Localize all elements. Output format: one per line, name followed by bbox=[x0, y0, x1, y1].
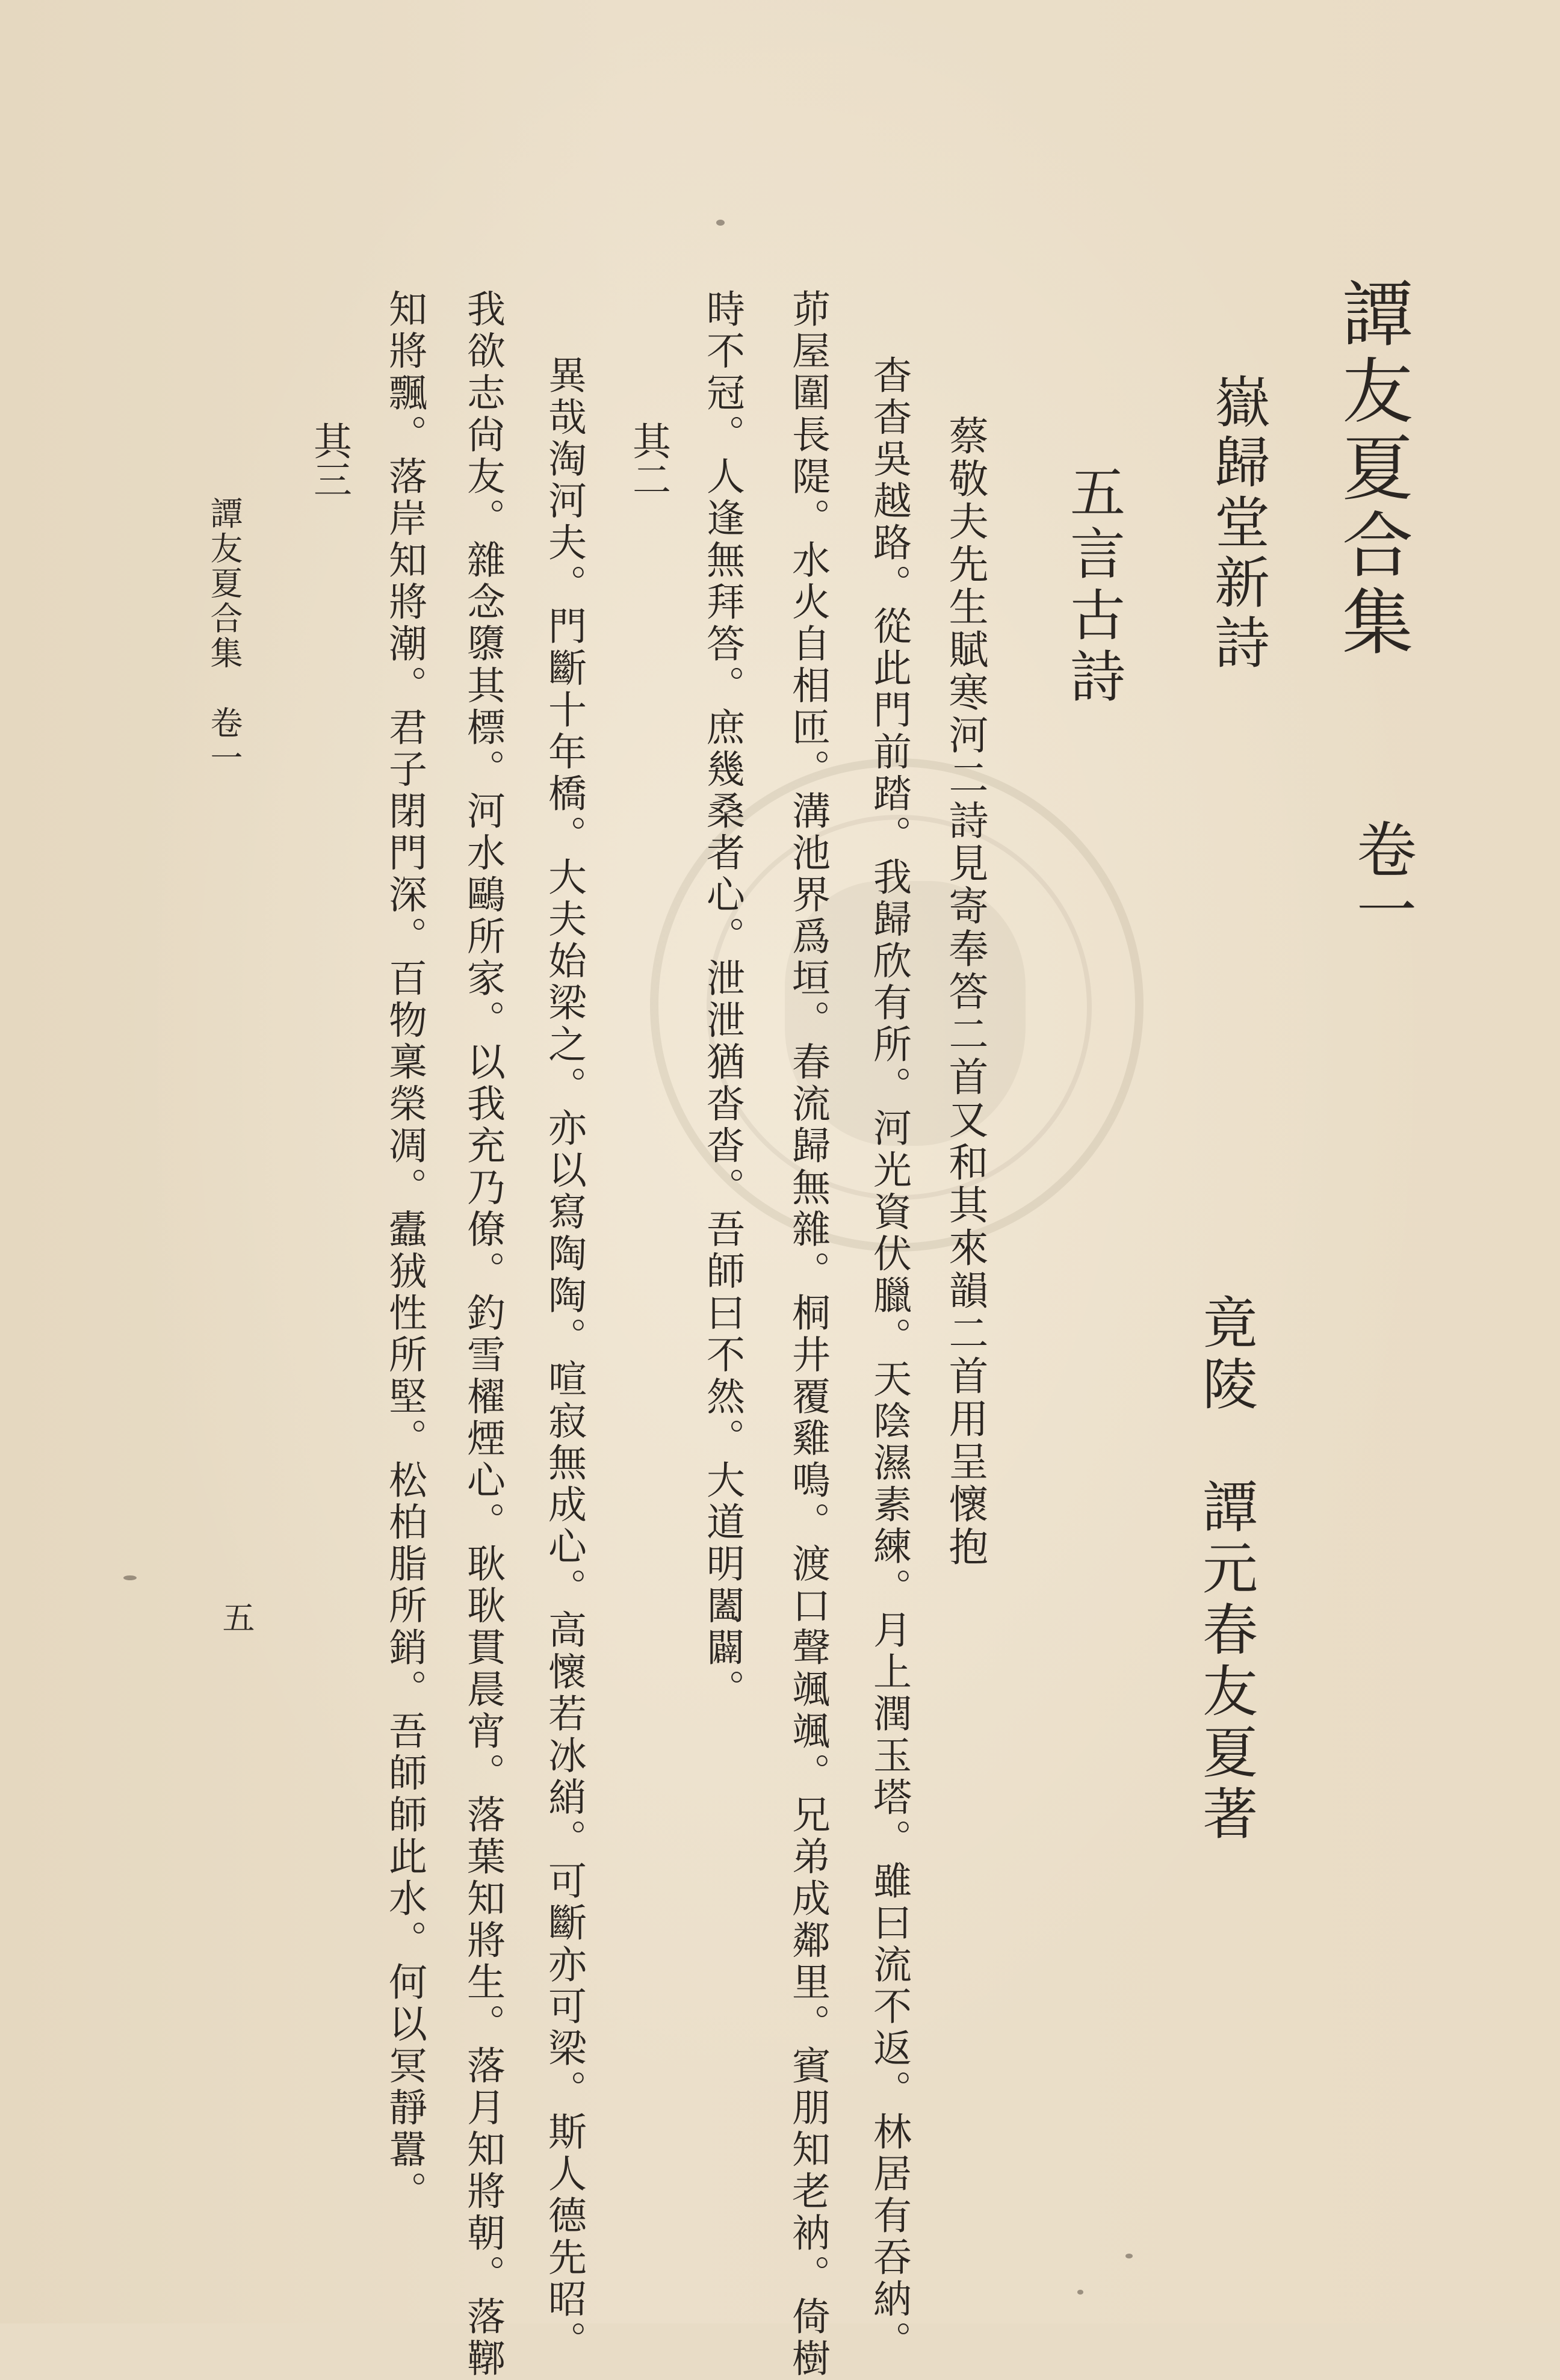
running-footer-title: 譚友夏合集 卷一 bbox=[205, 496, 243, 776]
poem-heading-3: 其三 bbox=[307, 421, 351, 498]
poem-line: 異哉淘河夫。門斷十年橋。大夫始梁之。亦以寫陶陶。喧寂無成心。高懷若冰綃。可斷亦可梁。斯人德先昭。 bbox=[542, 355, 586, 2363]
poem-line: 知將飄。落岸知將潮。君子閉門深。百物稟榮凋。蠹狨性所堅。松柏脂所銷。吾師師此水。何以冥靜囂。 bbox=[382, 289, 427, 2213]
volume-label: 卷一 bbox=[1346, 818, 1417, 939]
poem-heading-2: 其二 bbox=[626, 421, 670, 498]
poem-line: 茆屋圍長隄。水火自相匝。溝池界爲垣。春流歸無雜。桐井覆雞鳴。渡口聲颯颯。兄弟成鄰里。賓朋知老衲。倚樹 bbox=[785, 289, 830, 2380]
page-number: 五 bbox=[217, 1601, 255, 1633]
paper-speck bbox=[1125, 2254, 1133, 2258]
paper-speck bbox=[123, 1575, 137, 1580]
poem-line: 杳杳吳越路。從此門前踏。我歸欣有所。河光資伏臘。天陰濕素練。月上潤玉塔。雖曰流不返。林居有吞納。 bbox=[867, 355, 911, 2363]
poem-line: 我欲志尙友。雜念隳其標。河水鷗所家。以我充乃僚。釣雪櫂煙心。耿耿貫晨宵。落葉知將生。落月知將朝。落鞹 bbox=[460, 289, 505, 2380]
poem-line: 時不冠。人逢無拜答。庶幾桑者心。泄泄猶沓沓。吾師曰不然。大道明闔闢。 bbox=[700, 289, 744, 1711]
paper-speck bbox=[716, 220, 725, 226]
book-title: 譚友夏合集 bbox=[1330, 277, 1413, 662]
poem-title: 蔡敬夫先生賦寒河二詩見寄奉答二首又和其來韻二首用呈懷抱 bbox=[942, 415, 988, 1569]
collection-title: 嶽歸堂新詩 bbox=[1206, 373, 1270, 674]
paper-speck bbox=[1077, 2290, 1083, 2295]
genre-heading: 五言古詩 bbox=[1061, 463, 1125, 709]
author-line: 竟陵 譚元春友夏著 bbox=[1193, 1294, 1258, 1846]
